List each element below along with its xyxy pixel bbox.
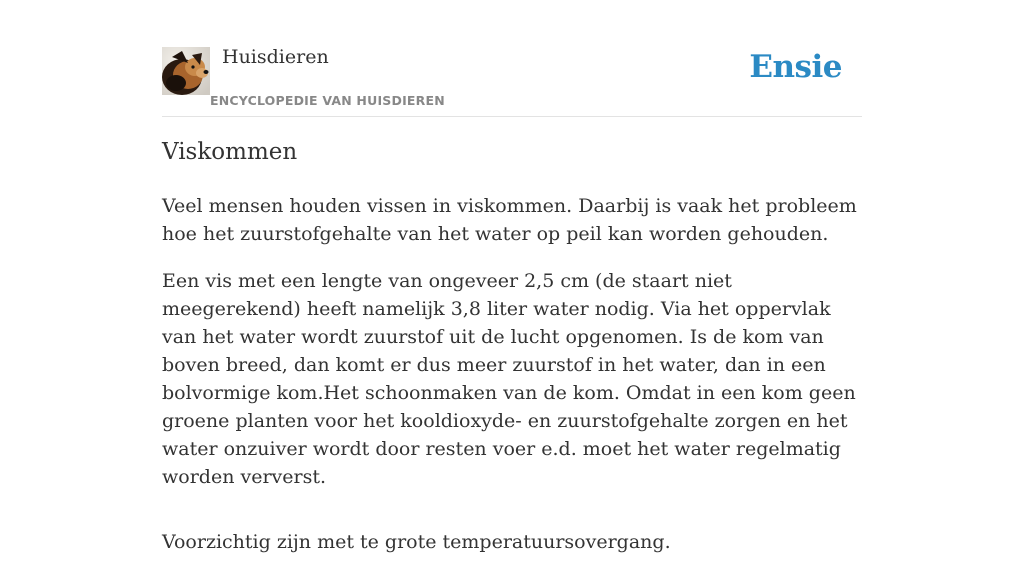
article-body — [162, 192, 864, 575]
article-paragraph: Voorzichtig zijn met te grote temperatuursovergang. — [162, 531, 671, 553]
article-paragraph: Veel mensen houden vissen in viskommen. Daarbij is vaak het probleem hoe het zuurstofgehalte van het water op peil kan worden gehouden. — [162, 195, 857, 245]
article-paragraph: Een vis met een lengte van ongeveer 2,5 cm (de staart niet meegerekend) heeft namelijk 3,8 liter water nodig. Via het oppervlak van het water wordt zuurstof uit de lucht opgenomen. Is de kom van boven breed, dan komt er dus meer zuurstof in het water, dan in een bolvormige kom.Het schoonmaken van de kom. Omdat in een kom geen groene planten voor het kooldioxyde- en zuurstofgehalte zorgen en het water onzuiver wordt door resten voer e.d. moet het water regelmatig worden ververst. — [162, 270, 856, 488]
site-name-link[interactable]: Huisdieren — [222, 46, 329, 68]
page-title: Viskommen — [162, 139, 298, 165]
ensie-logo-link[interactable]: Ensie — [749, 49, 842, 85]
site-header — [162, 0, 862, 117]
page-container — [162, 0, 862, 553]
dog-photo-icon[interactable] — [162, 47, 210, 95]
dog-photo-icon-graphic — [162, 47, 210, 95]
site-tagline: ENCYCLOPEDIE VAN HUISDIEREN — [210, 93, 445, 108]
